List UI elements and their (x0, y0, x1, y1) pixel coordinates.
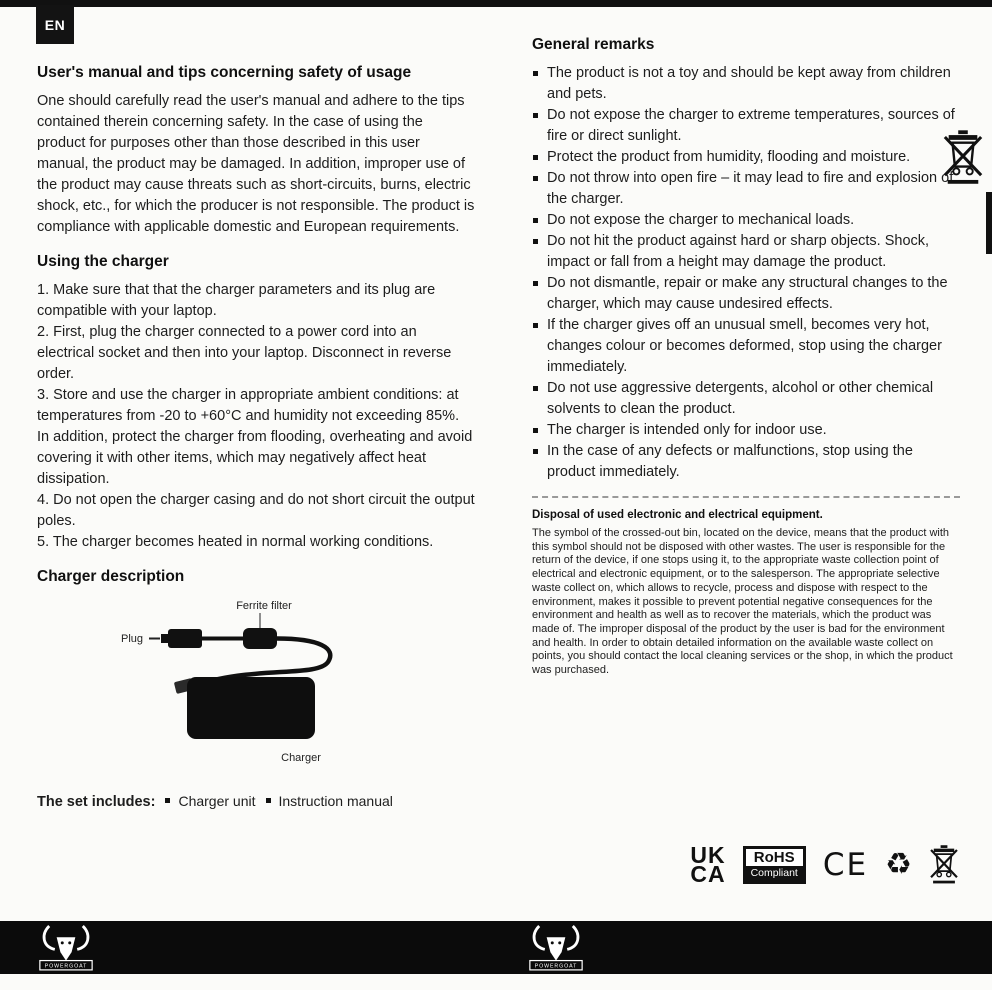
charger-diagram (37, 595, 475, 783)
remark-item: Protect the product from humidity, flooding and moisture. (532, 147, 960, 168)
set-includes-item: Charger unit (165, 793, 255, 809)
weee-crossed-bin-icon (929, 845, 959, 885)
ukca-mark (690, 842, 726, 887)
safety-heading: User's manual and tips concerning safety of usage (37, 64, 412, 81)
rohs-name: RoHS (753, 849, 795, 866)
step-item: 2. First, plug the charger connected to a power cord into an electrical socket and then into your laptop. Disconnect in reverse order. (37, 324, 452, 382)
ferrite-filter-shape (243, 628, 277, 649)
ferrite-filter-label: Ferrite filter (236, 600, 292, 612)
step-item: 4. Do not open the charger casing and do not short circuit the output poles. (37, 492, 475, 529)
disposal-body: The symbol of the crossed-out bin, located on the device, means that the product with this symbol should not be disposed with other wastes. The user is responsible for the return of the device, if one stops using it, to the appropriate waste collection point of electrical and electronic equipment, or to the salesperson. The appropriate selective waste collect on, which allows to recycle, process and dispose with respect to the environment, makes it possible to prevent potential negative consequences for the environment and health as well as to recover the materials, which the product was made of. The improper disposal of the product by the user is bad for the environment and health. In order to obtain detailed information on the available waste collect on points, you should contact the local cleaning services or the shop, in which the product was purchased. (532, 527, 953, 677)
powergoat-logo (528, 923, 584, 972)
left-column (37, 64, 475, 810)
remark-item: Do not expose the charger to mechanical loads. (532, 210, 960, 231)
plug-body (168, 629, 202, 648)
step-item: 5. The charger becomes heated in normal working conditions. (37, 534, 434, 550)
set-includes-row (37, 793, 475, 810)
general-remarks-list (532, 63, 960, 483)
using-charger-steps (37, 280, 475, 553)
rohs-compliant-label: Compliant (746, 866, 803, 881)
safety-body: One should carefully read the user's manual and adhere to the tips contained therein concerning safety. In the case of using the product for purposes other than those described in this user manual, the product may be damaged. In addition, improper use of the product may cause threats such as short-circuits, burns, electric shock, etc., for which the producer is not responsible. The product is compliance with applicable domestic and European requirements. (37, 93, 475, 235)
top-edge-bar (0, 0, 992, 7)
using-charger-heading: Using the charger (37, 253, 169, 270)
ukca-line2: CA (690, 861, 726, 887)
remark-item: Do not use aggressive detergents, alcohol or other chemical solvents to clean the product. (532, 378, 960, 420)
ukca-line1: UK (690, 842, 726, 868)
remark-item: The product is not a toy and should be kept away from children and pets. (532, 63, 960, 105)
charger-body (187, 677, 315, 739)
weee-crossed-bin-icon (942, 130, 984, 186)
remark-item: Do not expose the charger to extreme temperatures, sources of fire or direct sunlight. (532, 105, 960, 147)
plug-tip (161, 634, 168, 643)
right-column (532, 36, 960, 678)
rohs-mark (743, 846, 806, 884)
step-item: 3. Store and use the charger in appropriate ambient conditions: at temperatures from -20 to +60°C and humidity not exceeding 85%. In addition, protect the charger from flooding, overheating and avoid covering it with other items, which may negatively affect heat dissipation. (37, 387, 473, 487)
dashed-divider (532, 496, 960, 498)
powergoat-logo (38, 923, 94, 972)
compliance-logos (690, 842, 959, 887)
remark-item: In the case of any defects or malfunctions, stop using the product immediately. (532, 441, 960, 483)
ce-mark: CE (822, 847, 869, 883)
general-remarks-heading: General remarks (532, 36, 655, 53)
charger-diagram-drawing (37, 595, 477, 783)
language-badge: EN (36, 5, 74, 44)
charger-description-heading: Charger description (37, 568, 185, 585)
footer-bar (0, 921, 992, 974)
remark-item: Do not dismantle, repair or make any structural changes to the charger, which may cause undesired effects. (532, 273, 960, 315)
recycle-icon: ♻ (885, 847, 912, 882)
plug-label: Plug (121, 633, 144, 645)
charger-label: Charger (281, 752, 321, 764)
disposal-heading: Disposal of used electronic and electrical equipment. (532, 509, 823, 521)
remark-item: The charger is intended only for indoor use. (532, 420, 960, 441)
remark-item: Do not hit the product against hard or sharp objects. Shock, impact or fall from a height may damage the product. (532, 231, 960, 273)
set-includes-item: Instruction manual (266, 793, 393, 809)
set-includes-label: The set includes: (37, 794, 156, 810)
step-item: 1. Make sure that that the charger parameters and its plug are compatible with your laptop. (37, 282, 436, 319)
remark-item: Do not throw into open fire – it may lead to fire and explosion of the charger. (532, 168, 960, 210)
page-edge-mark (986, 192, 992, 254)
remark-item: If the charger gives off an unusual smell, becomes very hot, changes colour or becomes deformed, stop using the charger immediately. (532, 315, 960, 378)
